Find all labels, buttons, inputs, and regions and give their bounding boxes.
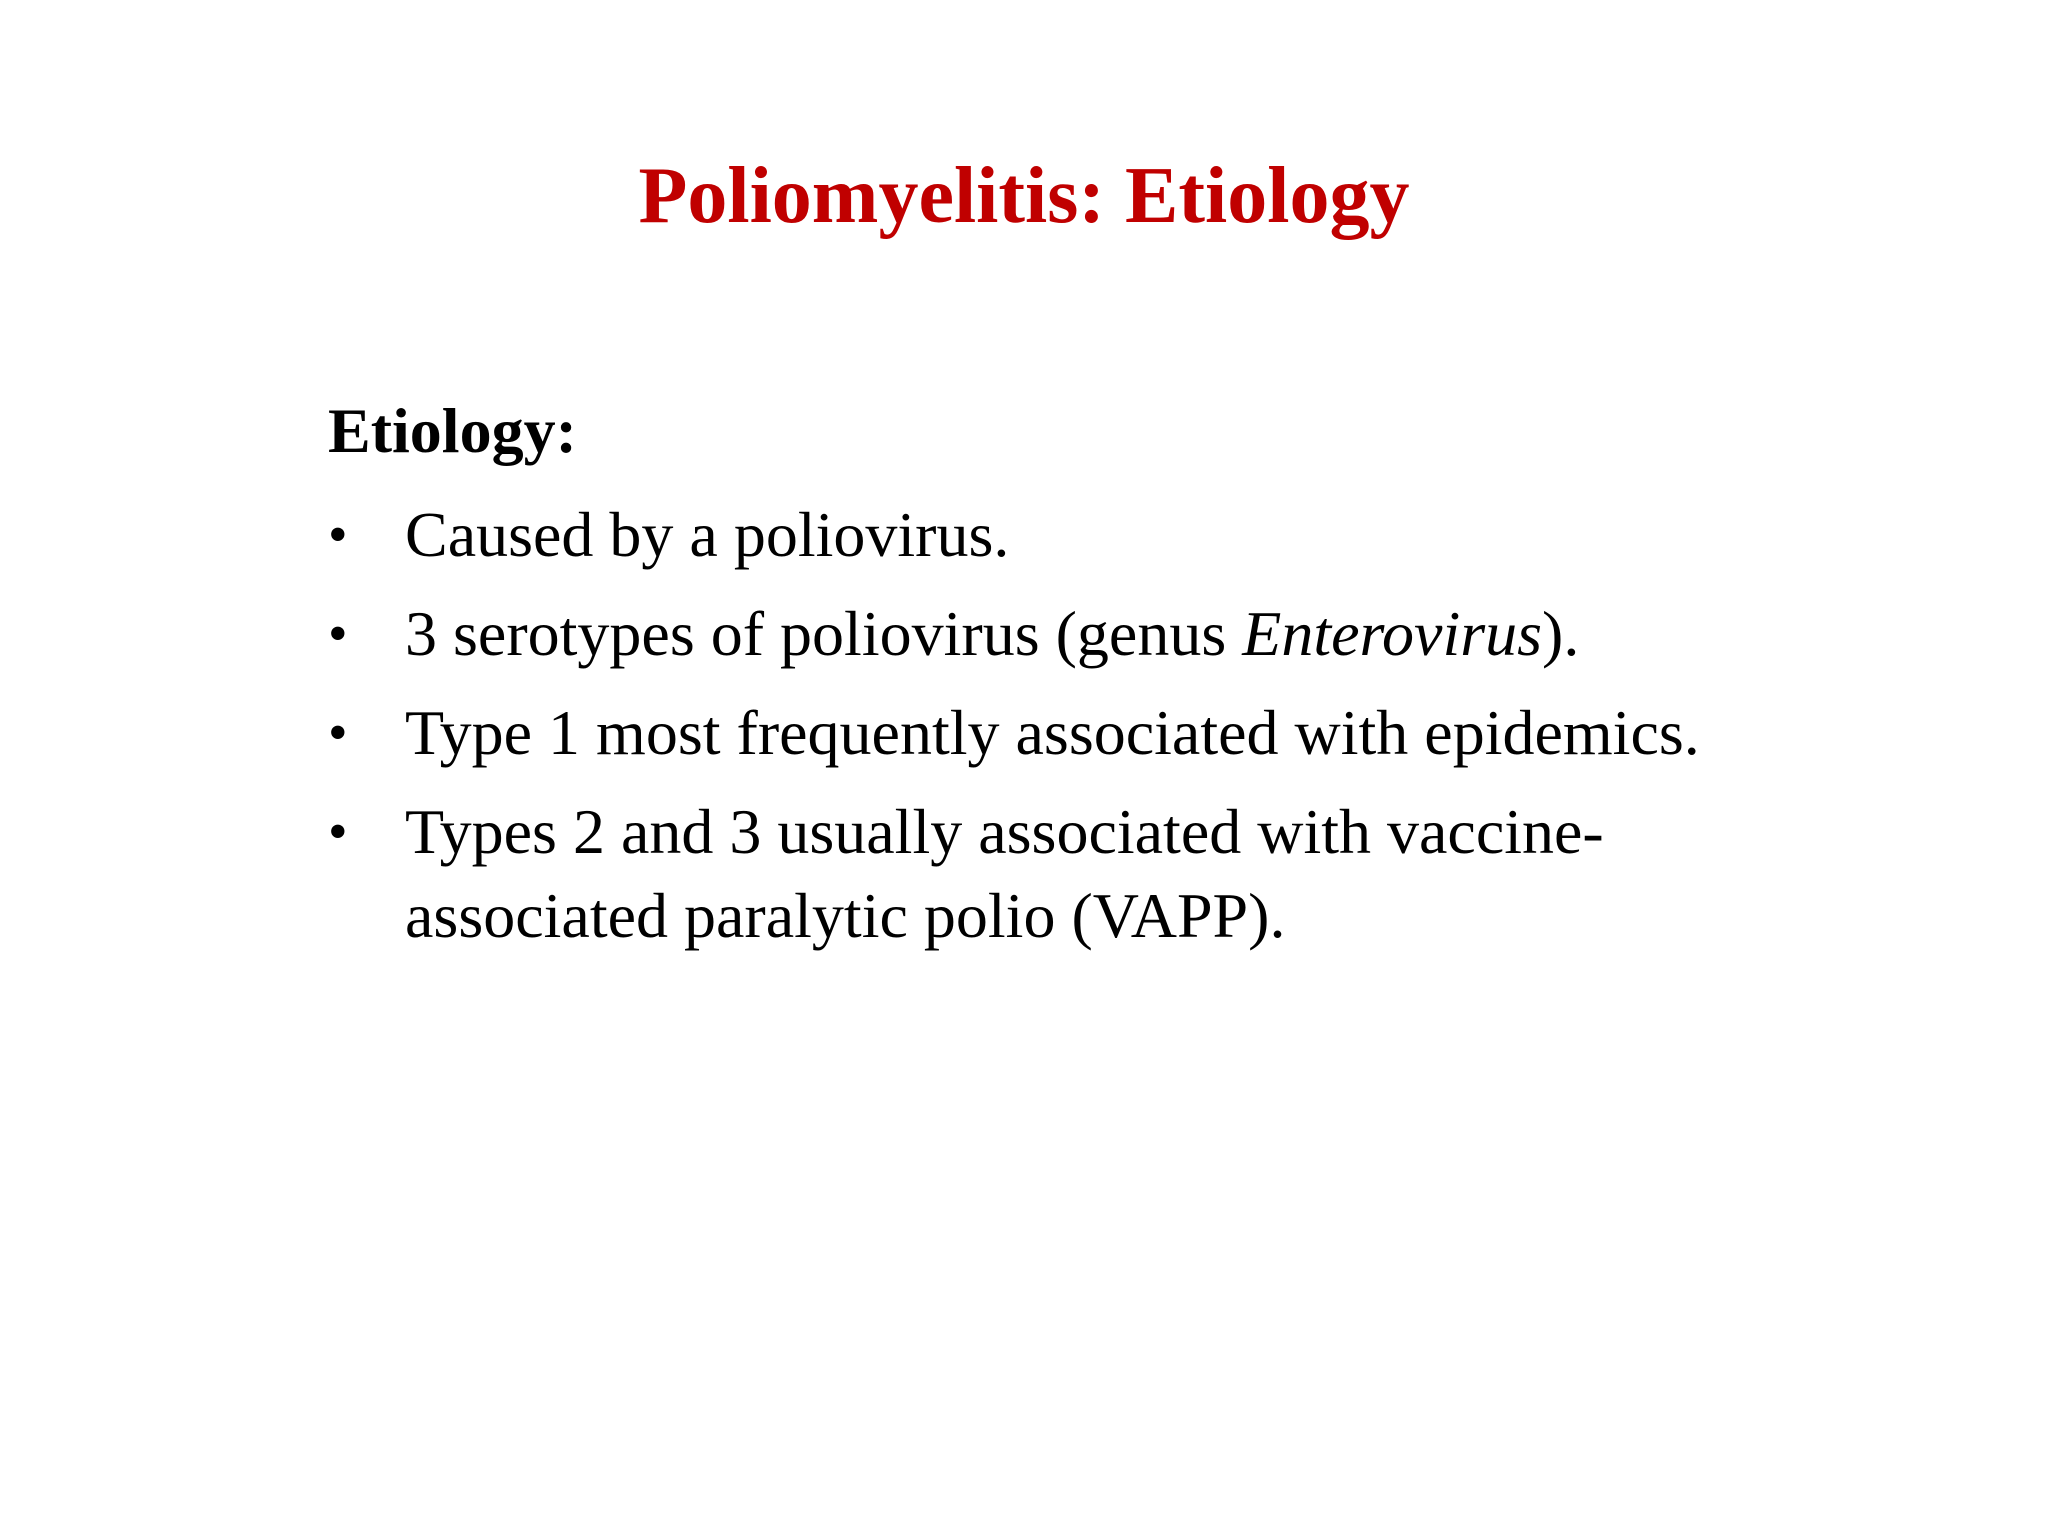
bullet-list <box>328 493 1828 958</box>
slide-title: Poliomyelitis: Etiology <box>638 152 1410 240</box>
bullet-text: Caused by a poliovirus. <box>405 499 1010 570</box>
bullet-text: Types 2 and 3 usually associated with vaccine-associated paralytic polio (VAPP). <box>405 796 1604 951</box>
genus-name: Enterovirus <box>1242 598 1543 669</box>
slide-content <box>328 395 1828 973</box>
bullet-text: Type 1 most frequently associated with epidemics. <box>405 697 1700 768</box>
bullet-item <box>328 691 1828 775</box>
bullet-icon: • <box>328 603 348 665</box>
bullet-text <box>405 598 1579 669</box>
bullet-text-start: 3 serotypes of poliovirus (genus <box>405 598 1243 669</box>
bullet-text-end: ). <box>1542 598 1580 669</box>
bullet-icon: • <box>328 702 348 764</box>
section-heading: Etiology: <box>328 395 577 466</box>
bullet-icon: • <box>328 504 348 566</box>
bullet-item <box>328 493 1828 577</box>
bullet-item <box>328 790 1828 958</box>
bullet-item <box>328 592 1828 676</box>
bullet-icon: • <box>328 801 348 863</box>
